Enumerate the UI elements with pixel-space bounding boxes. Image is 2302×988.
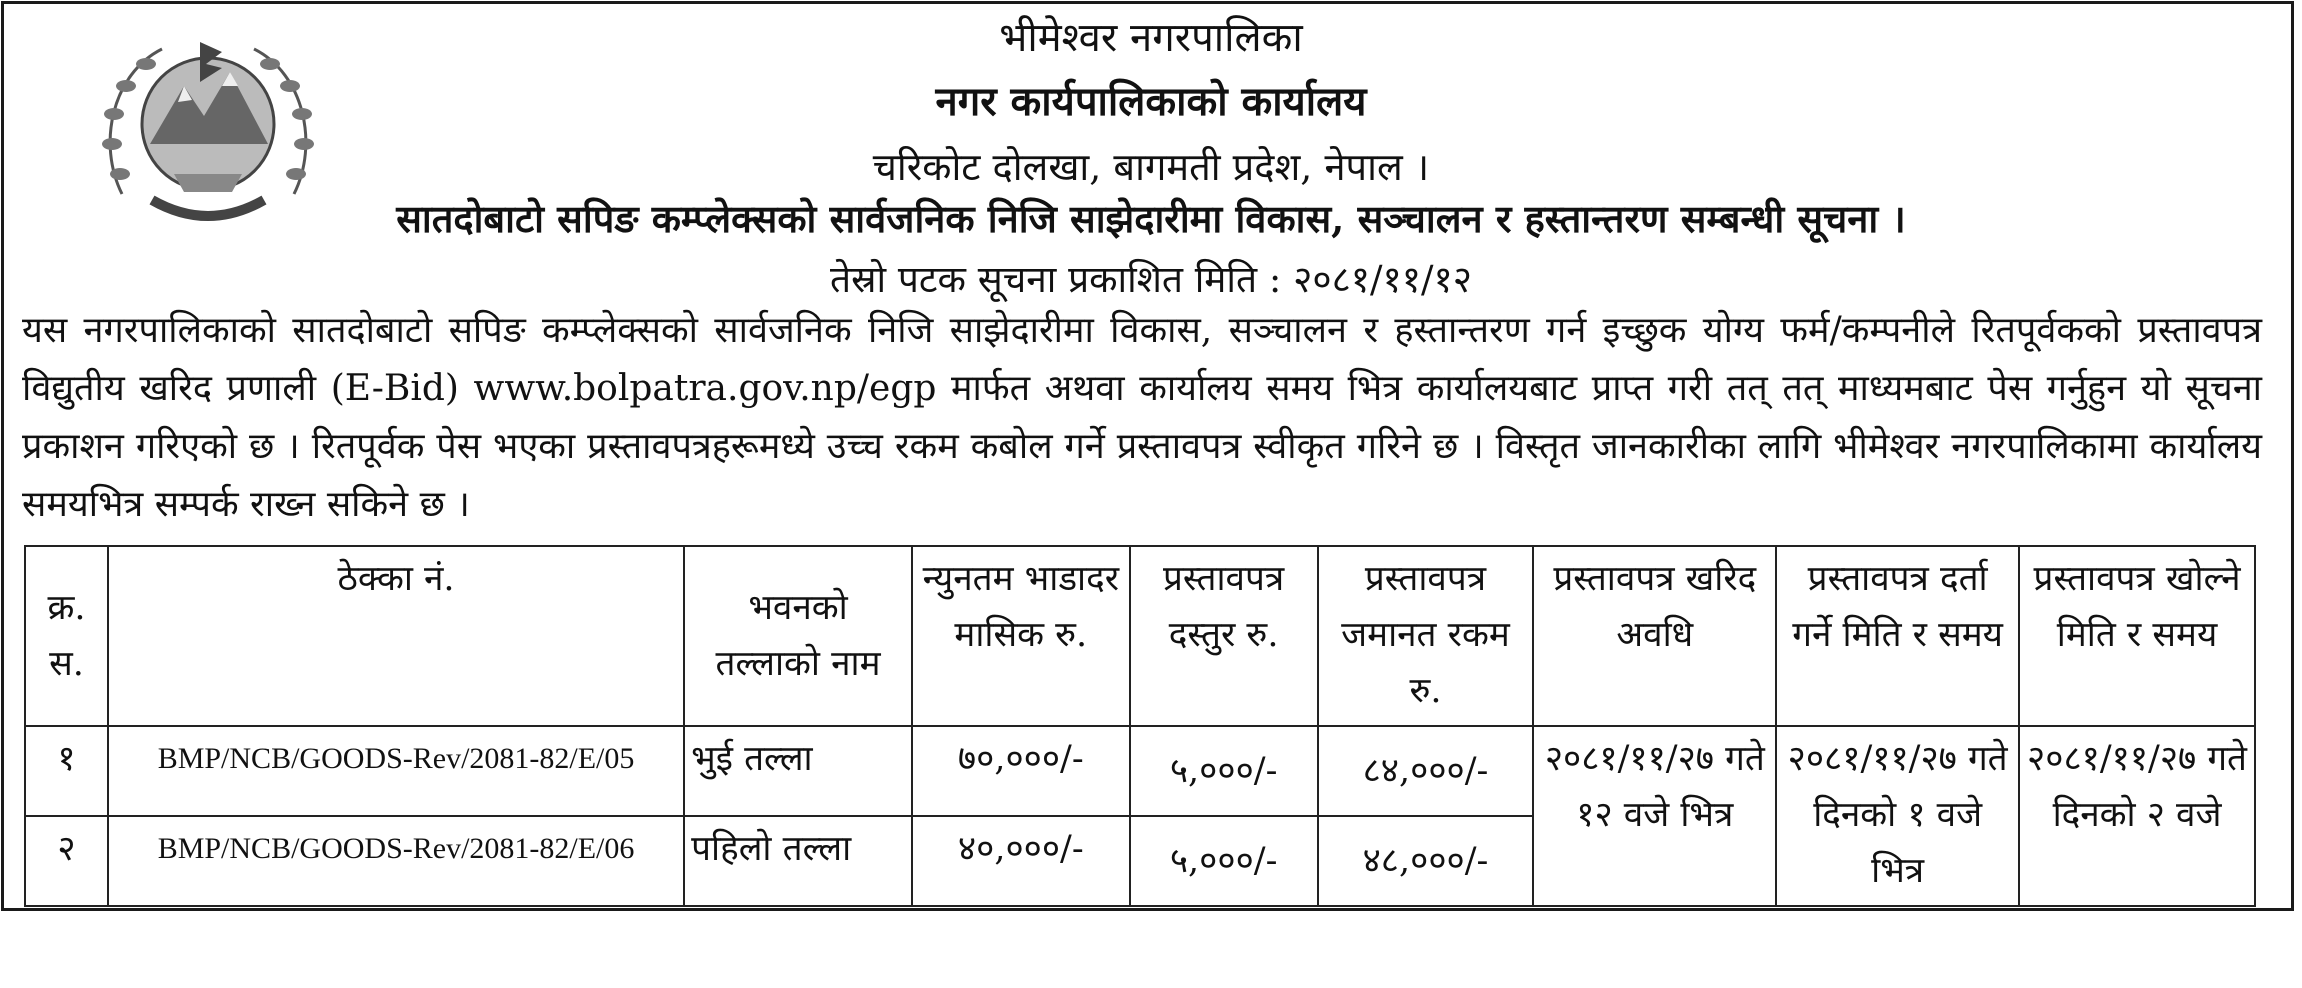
col-header-sn: क्र. स.: [25, 546, 108, 726]
col-header-rent: न्युनतम भाडादर मासिक रु.: [912, 546, 1130, 726]
col-header-floor: भवनको तल्लाको नाम: [684, 546, 912, 726]
cell-rent: ४०,०००/-: [912, 816, 1130, 906]
tender-table: [24, 545, 2256, 907]
notice-body: यस नगरपालिकाको सातदोबाटो सपिङ कम्प्लेक्सको सार्वजनिक निजि साझेदारीमा विकास, सञ्चालन र हस्तान्तरण गर्न इच्छुक योग्य फर्म/कम्पनीले रितपूर्वकको प्रस्तावपत्र विद्युतीय खरिद प्रणाली (E-Bid) www.bolpatra.gov.np/egp मार्फत अथवा कार्यालय समय भित्र कार्यालयबाट प्राप्त गरी तत् तत् माध्यमबाट पेस गर्नुहुन यो सूचना प्रकाशन गरिएको छ । रितपूर्वक पेस भएका प्रस्तावपत्रहरूमध्ये उच्च रकम कबोल गर्ने प्रस्तावपत्र स्वीकृत गरिने छ । विस्तृत जानकारीका लागि भीमेश्वर नगरपालिकामा कार्यालय समयभित्र सम्पर्क राख्न सकिने छ ।: [22, 310, 2262, 525]
cell-fee: ५,०००/-: [1130, 726, 1318, 816]
col-header-contract: ठेक्का नं.: [108, 546, 684, 726]
col-header-purchase-period: प्रस्तावपत्र खरिद अवधि: [1533, 546, 1776, 726]
cell-opening: २०८१/११/२७ गते दिनको २ वजे: [2019, 726, 2255, 906]
cell-contract: BMP/NCB/GOODS-Rev/2081-82/E/05: [108, 726, 684, 816]
col-header-fee: प्रस्तावपत्र दस्तुर रु.: [1130, 546, 1318, 726]
cell-sn: २: [25, 816, 108, 906]
col-header-registration: प्रस्तावपत्र दर्ता गर्ने मिति र समय: [1776, 546, 2019, 726]
cell-bond: ८४,०००/-: [1318, 726, 1534, 816]
cell-fee: ५,०००/-: [1130, 816, 1318, 906]
notice-title: सातदोबाटो सपिङ कम्प्लेक्सको सार्वजनिक निजि साझेदारीमा विकास, सञ्चालन र हस्तान्तरण सम्बन्धी सूचना ।: [396, 196, 1906, 241]
publish-date: तेस्रो पटक सूचना प्रकाशित मिति : २०८१/११/१२: [830, 258, 1472, 301]
cell-floor: भुई तल्ला: [684, 726, 912, 816]
table-row: [25, 726, 2255, 816]
municipality-name: भीमेश्वर नगरपालिका: [999, 15, 1303, 61]
cell-floor: पहिलो तल्ला: [684, 816, 912, 906]
cell-registration: २०८१/११/२७ गते दिनको १ वजे भित्र: [1776, 726, 2019, 906]
cell-rent: ७०,०००/-: [912, 726, 1130, 816]
table-header-row: [25, 546, 2255, 726]
office-address: चरिकोट दोलखा, बागमती प्रदेश, नेपाल ।: [872, 145, 1430, 189]
cell-sn: १: [25, 726, 108, 816]
col-header-bond: प्रस्तावपत्र जमानत रकम रु.: [1318, 546, 1534, 726]
cell-bond: ४८,०००/-: [1318, 816, 1534, 906]
office-name: नगर कार्यपालिकाको कार्यालय: [935, 78, 1367, 125]
col-header-opening: प्रस्तावपत्र खोल्ने मिति र समय: [2019, 546, 2255, 726]
cell-contract: BMP/NCB/GOODS-Rev/2081-82/E/06: [108, 816, 684, 906]
cell-purchase-period: २०८१/११/२७ गते १२ वजे भित्र: [1533, 726, 1776, 906]
